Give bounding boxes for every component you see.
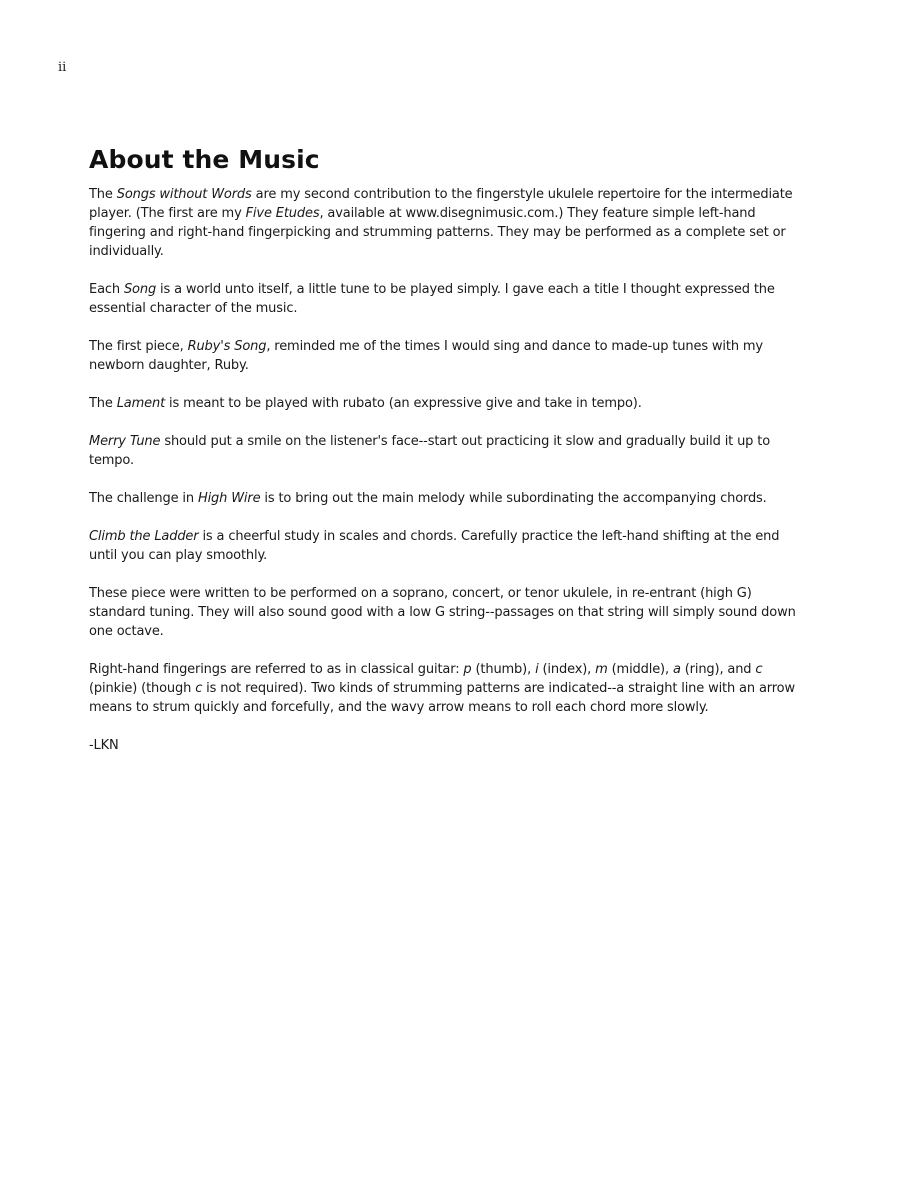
text-run: The xyxy=(89,396,117,411)
text-run: (pinkie) (though xyxy=(89,681,196,696)
text-run: are my second contribution to the fingerstyle ukulele repertoire for the intermediate player. (The first are my xyxy=(89,187,793,221)
text-run: (thumb), xyxy=(471,662,536,677)
italic-title: Climb the Ladder xyxy=(89,529,199,544)
page-number: ii xyxy=(58,60,67,75)
text-run: The first piece, xyxy=(89,339,188,354)
paragraph-lament xyxy=(89,394,801,413)
text-run: The challenge in xyxy=(89,491,198,506)
italic-title: Song xyxy=(123,282,157,297)
text-run: should put a smile on the listener's face--start out practicing it slow and gradually build it up to tempo. xyxy=(89,434,771,468)
italic-title: Merry Tune xyxy=(89,434,161,449)
italic-title: Songs without Words xyxy=(116,187,252,202)
text-run: , reminded me of the times I would sing and dance to made-up tunes with my newborn daughter, Ruby. xyxy=(89,339,763,373)
italic-title: c xyxy=(195,681,203,696)
text-run: The xyxy=(89,187,117,202)
italic-title: m xyxy=(595,662,608,677)
text-run: , available at www.disegnimusic.com.) They feature simple left-hand fingering and right-hand fingerpicking and strumming patterns. They may be performed as a complete set or individually. xyxy=(89,206,786,259)
text-run: These piece were written to be performed on a soprano, concert, or tenor ukulele, in re-entrant (high G) standard tuning. They will also sound good with a low G string--passages on that string will simply sound down one octave. xyxy=(89,586,796,639)
text-run: is a cheerful study in scales and chords. Carefully practice the left-hand shifting at the end until you can play smoothly. xyxy=(89,529,780,563)
page-title: About the Music xyxy=(89,145,320,174)
paragraph-fingerings xyxy=(89,660,801,717)
paragraph-intro xyxy=(89,185,801,261)
paragraph-song-world xyxy=(89,280,801,318)
text-run: (middle), xyxy=(607,662,673,677)
text-run: is meant to be played with rubato (an expressive give and take in tempo). xyxy=(165,396,642,411)
text-run: (index), xyxy=(538,662,596,677)
italic-title: Five Etudes xyxy=(245,206,320,221)
italic-title: c xyxy=(755,662,763,677)
text-run: (ring), and xyxy=(680,662,756,677)
article xyxy=(89,143,801,774)
italic-title: a xyxy=(672,662,681,677)
paragraph-high-wire xyxy=(89,489,801,508)
text-run: Right-hand fingerings are referred to as in classical guitar: xyxy=(89,662,464,677)
paragraph-tuning xyxy=(89,584,801,641)
italic-title: p xyxy=(463,662,472,677)
text-run: is to bring out the main melody while subordinating the accompanying chords. xyxy=(260,491,767,506)
italic-title: Lament xyxy=(116,396,166,411)
paragraph-climb-the-ladder xyxy=(89,527,801,565)
italic-title: Ruby's Song xyxy=(187,339,267,354)
text-run: Each xyxy=(89,282,124,297)
paragraph-rubys-song xyxy=(89,337,801,375)
text-run: is a world unto itself, a little tune to be played simply. I gave each a title I thought expressed the essential character of the music. xyxy=(89,282,775,316)
signature: -LKN xyxy=(89,738,119,753)
paragraph-merry-tune xyxy=(89,432,801,470)
italic-title: High Wire xyxy=(197,491,261,506)
italic-title: i xyxy=(535,662,539,677)
text-run: is not required). Two kinds of strumming patterns are indicated--a straight line with an arrow means to strum quickly and forcefully, and the wavy arrow means to roll each chord more slowly. xyxy=(89,681,795,715)
